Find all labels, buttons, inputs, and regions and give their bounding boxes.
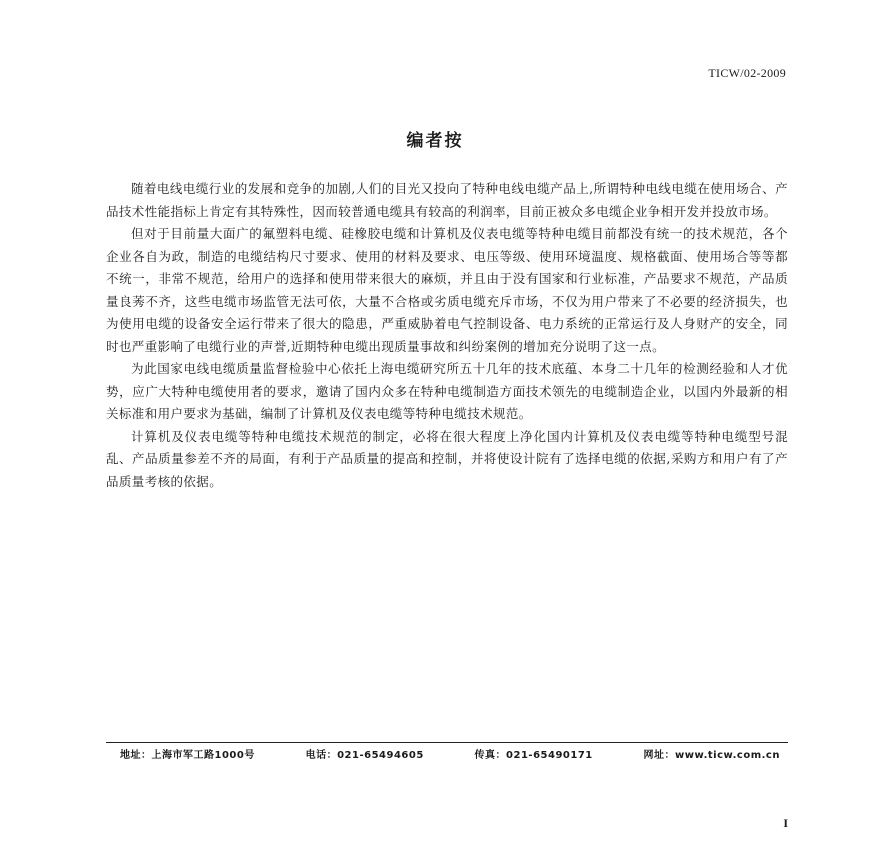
footer-website: 网址：www.ticw.com.cn	[643, 750, 780, 761]
footer-fax: 传真：021-65490171	[474, 750, 593, 761]
page-title: 编者按	[406, 131, 464, 151]
footer-contact-info	[120, 746, 780, 761]
footer-divider	[106, 742, 788, 743]
paragraph-1: 随着电线电缆行业的发展和竞争的加剧,人们的目光又投向了特种电线电缆产品上,所谓特种电线电缆在使用场合、产品技术性能指标上肯定有其特殊性，因而较普通电缆具有较高的利润率，目前正被众多电缆企业争相开发并投放市场。	[106, 181, 788, 219]
document-code: TICW/02-2009	[708, 66, 786, 80]
page-number: I	[783, 816, 788, 830]
footer-address: 地址：上海市军工路1000号	[120, 750, 255, 761]
paragraph-3: 为此国家电线电缆质量监督检验中心依托上海电缆研究所五十几年的技术底蕴、本身二十几年的检测经验和人才优势，应广大特种电缆使用者的要求，邀请了国内众多在特种电缆制造方面技术领先的电缆制造企业，以国内外最新的相关标准和用户要求为基础，编制了计算机及仪表电缆等特种电缆技术规范。	[106, 361, 788, 421]
footer-phone: 电话：021-65494605	[305, 750, 424, 761]
paragraph-4: 计算机及仪表电缆等特种电缆技术规范的制定，必将在很大程度上净化国内计算机及仪表电缆等特种电缆型号混乱、产品质量参差不齐的局面，有利于产品质量的提高和控制，并将使设计院有了选择电缆的依据,采购方和用户有了产品质量考核的依据。	[106, 428, 788, 489]
document-body	[106, 178, 788, 493]
paragraph-2: 但对于目前量大面广的氟塑料电缆、硅橡胶电缆和计算机及仪表电缆等特种电缆目前都没有统一的技术规范，各个企业各自为政，制造的电缆结构尺寸要求、使用的材料及要求、电压等级、使用环境温度、规格截面、使用场合等等都不统一，非常不规范，给用户的选择和使用带来很大的麻烦，并且由于没有国家和行业标准，产品要求不规范，产品质量良莠不齐，这些电缆市场监管无法可依，大量不合格或劣质电缆充斥市场，不仅为用户带来了不必要的经济损失，也为使用电缆的设备安全运行带来了很大的隐患，严重威胁着电气控制设备、电力系统的正常运行及人身财产的安全，同时也严重影响了电缆行业的声誉,近期特种电缆出现质量事故和纠纷案例的增加充分说明了这一点。	[106, 226, 788, 354]
